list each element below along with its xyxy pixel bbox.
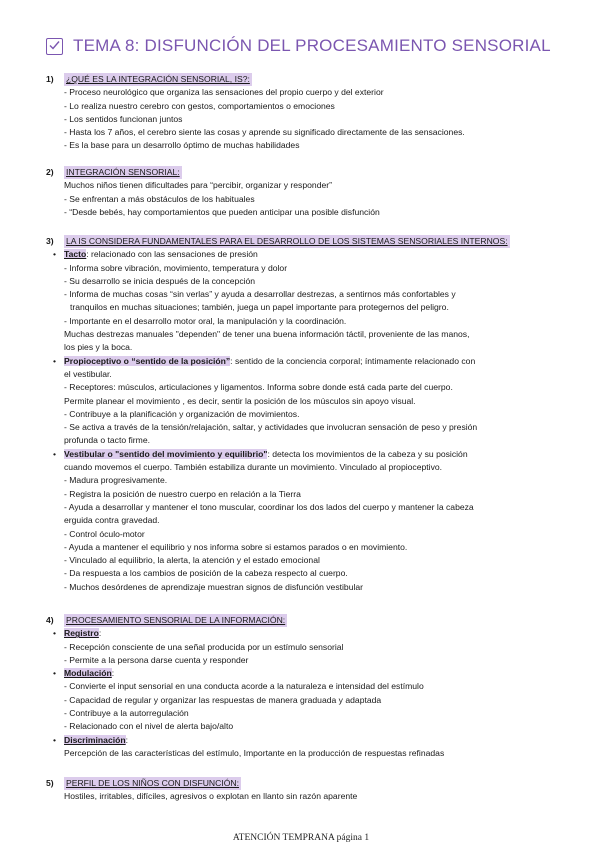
- bullet-modulacion: • Modulación:: [64, 667, 562, 680]
- text-line: - Ayuda a mantener el equilibrio y nos informa sobre si estamos parados o en movimiento.: [64, 541, 408, 552]
- bullet-discriminacion: • Discriminación:: [64, 734, 562, 747]
- section-heading: INTEGRACIÓN SENSORIAL:: [64, 166, 182, 179]
- section-heading: PERFIL DE LOS NIÑOS CON DISFUNCIÓN:: [64, 777, 241, 790]
- text-line: - Es la base para un desarrollo óptimo de muchas habilidades: [64, 140, 300, 151]
- text-line: - Los sentidos funcionan juntos: [64, 113, 183, 124]
- text-line: - Su desarrollo se inicia después de la concepción: [64, 275, 256, 286]
- text-line: el vestibular.: [64, 368, 112, 379]
- section-heading: LA IS CONSIDERA FUNDAMENTALES PARA EL DESARROLLO DE LOS SISTEMAS SENSORIALES INTERNOS:: [64, 235, 510, 248]
- section-1: [46, 73, 562, 153]
- text-line: - Se activa a través de la tensión/relajación, saltar, y actividades que involucran sensación de peso y presión: [64, 422, 478, 433]
- section-heading: PROCESAMIENTO SENSORIAL DE LA INFORMACIÓN:: [64, 614, 287, 627]
- text-line: - Convierte el input sensorial en una conducta acorde a la naturaleza e intensidad del estímulo: [64, 681, 424, 692]
- text-line: - Proceso neurológico que organiza las sensaciones del propio cuerpo y del exterior: [64, 87, 384, 98]
- text-line: profunda o tacto firme.: [64, 435, 150, 446]
- text-line: - “Desde bebés, hay comportamientos que pueden anticipar una posible disfunción: [64, 206, 380, 217]
- text-line: tranquilos en muchas situaciones; también, juega un papel importante para protegernos del peligro.: [70, 302, 449, 313]
- text-line: - Importante en el desarrollo motor oral, la manipulación y la coordinación.: [64, 315, 347, 326]
- section-5: [46, 777, 562, 804]
- section-number: 2): [46, 167, 54, 177]
- bullet-registro: • Registro:: [64, 627, 562, 640]
- text-line: - Contribuye a la planificación y organización de movimientos.: [64, 408, 300, 419]
- bullet-vestibular: • Vestibular o "sentido del movimiento y equilibrio": detecta los movimientos de la cabeza y su posición: [64, 448, 562, 461]
- text-line: Muchas destrezas manuales "dependen" de tener una buena información táctil, proveniente de las manos,: [64, 329, 470, 340]
- text-line: - Informa sobre vibración, movimiento, temperatura y dolor: [64, 262, 288, 273]
- title-text: TEMA 8: DISFUNCIÓN DEL PROCESAMIENTO SENSORIAL: [73, 36, 551, 55]
- text-line: - Capacidad de regular y organizar las respuestas de manera graduada y adaptada: [64, 694, 382, 705]
- section-number: 3): [46, 236, 54, 246]
- text-line: erguida contra gravedad.: [64, 515, 160, 526]
- text-line: cuando movemos el cuerpo. También estabiliza durante un movimiento. Vinculado al propioceptivo.: [64, 462, 443, 473]
- text-line: - Relacionado con el nivel de alerta bajo/alto: [64, 721, 234, 732]
- text-line: - Madura progresivamente.: [64, 475, 168, 486]
- text-line: - Lo realiza nuestro cerebro con gestos, comportamientos o emociones: [64, 100, 335, 111]
- text-line: los pies y la boca.: [64, 342, 133, 353]
- text-line: - Registra la posición de nuestro cuerpo en relación a la Tierra: [64, 488, 301, 499]
- page-footer: ATENCIÓN TEMPRANA página 1: [232, 833, 370, 843]
- section-4: [46, 614, 562, 760]
- section-heading: ¿QUÉ ES LA INTEGRACIÓN SENSORIAL, IS?:: [64, 73, 252, 86]
- bullet-tacto: • Tacto: relacionado con las sensaciones de presión: [64, 248, 562, 261]
- section-3: [46, 235, 562, 594]
- section-number: 5): [46, 778, 54, 788]
- section-number: 4): [46, 615, 54, 625]
- text-line: - Muchos desórdenes de aprendizaje muestran signos de disfunción vestibular: [64, 581, 364, 592]
- text-line: - Vinculado al equilibrio, la alerta, la atención y el estado emocional: [64, 555, 320, 566]
- section-number: 1): [46, 74, 54, 84]
- text-line: - Ayuda a desarrollar y mantener el tono muscular, coordinar los dos lados del cuerpo y mantener la cabeza: [64, 501, 474, 512]
- text-line: - Contribuye a la autorregulación: [64, 708, 189, 719]
- text-line: - Control óculo-motor: [64, 528, 145, 539]
- text-line: - Receptores: músculos, articulaciones y ligamentos. Informa sobre donde está cada parte del cuerpo.: [64, 382, 453, 393]
- text-line: Percepción de las características del estímulo, Importante en la producción de respuestas refinadas: [64, 747, 445, 758]
- section-2: [46, 166, 562, 219]
- text-line: - Da respuesta a los cambios de posición de la cabeza respecto al cuerpo.: [64, 568, 348, 579]
- text-line: - Hasta los 7 años, el cerebro siente las cosas y aprende su significado directamente de las sensaciones.: [64, 127, 465, 138]
- document-title: [46, 36, 551, 56]
- checkbox-icon: [46, 38, 63, 55]
- text-line: - Permite a la persona darse cuenta y responder: [64, 654, 249, 665]
- text-line: - Recepción consciente de una señal producida por un estímulo sensorial: [64, 641, 344, 652]
- text-line: - Informa de muchas cosas “sin verlas” y ayuda a desarrollar destrezas, a sentirnos más confortables y: [64, 289, 456, 300]
- bullet-propioceptivo: • Propioceptivo o “sentido de la posición”: sentido de la conciencia corporal; íntimamente relacionado con: [64, 355, 562, 368]
- text-line: Permite planear el movimiento , es decir, sentir la posición de los músculos sin apoyo visual.: [64, 395, 416, 406]
- text-line: - Se enfrentan a más obstáculos de los habituales: [64, 193, 255, 204]
- text-line: Muchos niños tienen dificultades para “percibir, organizar y responder”: [64, 180, 332, 191]
- text-line: Hostiles, irritables, difíciles, agresivos o explotan en llanto sin razón aparente: [64, 791, 358, 802]
